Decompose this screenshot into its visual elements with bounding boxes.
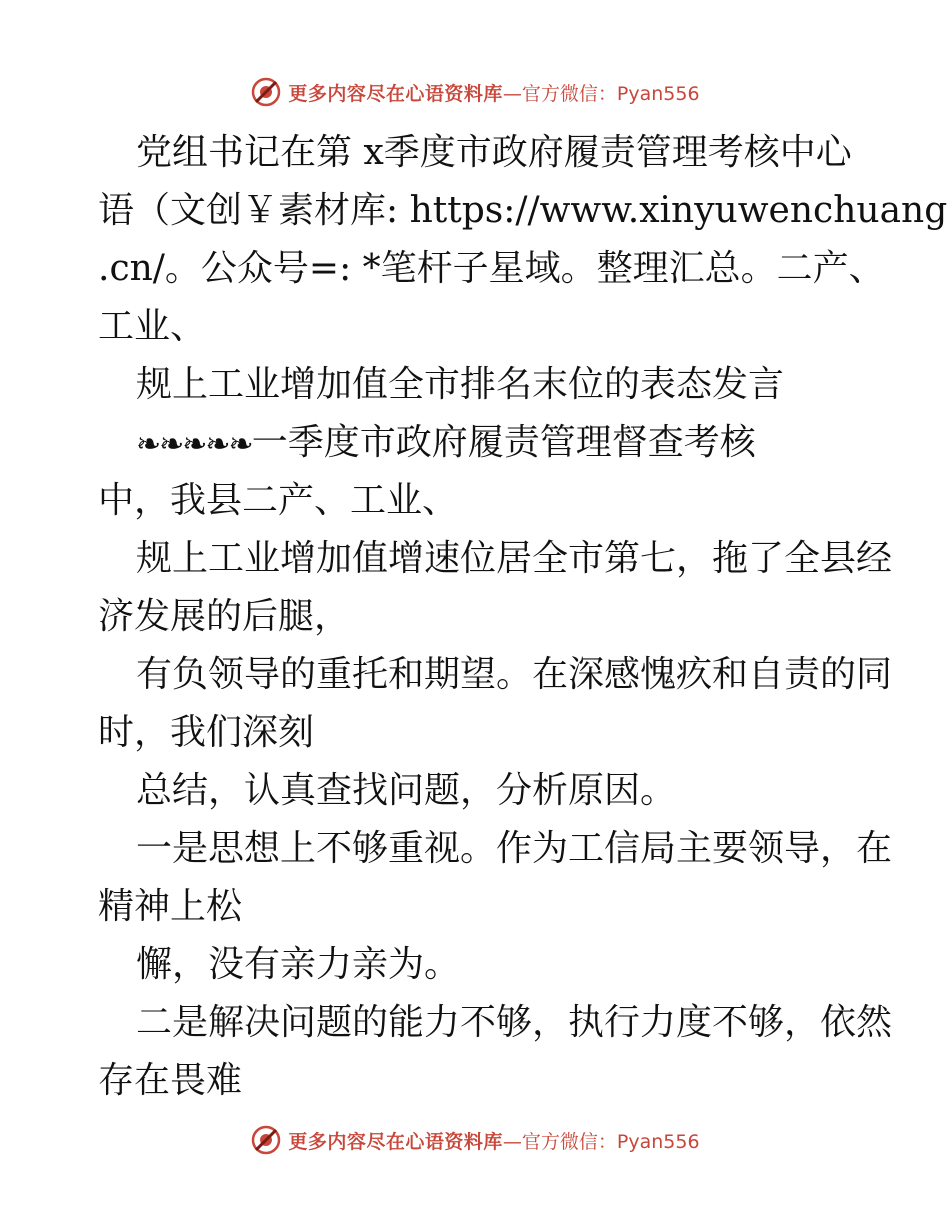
brand-logo-icon [250, 76, 282, 108]
ornament-glyphs: ❧❧❧❧❧ [136, 427, 252, 462]
text-line: 存在畏难 [98, 1060, 243, 1101]
footer-watermark-banner [0, 1120, 950, 1160]
text-line: 济发展的后腿， [98, 596, 351, 637]
header-contact-text: —官方微信：Pyan556 [502, 82, 700, 105]
header-watermark-banner [0, 72, 950, 112]
text-line: 总结，认真查找问题，分析原因。 [136, 770, 677, 811]
text-line: 二是解决问题的能力不够，执行力度不够，依然 [136, 1002, 893, 1043]
text-line: 语（文创￥素材库: https://www.xinyuwenchuang [98, 190, 948, 231]
document-body [98, 124, 948, 1110]
text-line: 一是思想上不够重视。作为工信局主要领导，在 [136, 828, 893, 869]
text-line: 中，我县二产、工业、 [98, 480, 459, 521]
text-line: 工业、 [98, 306, 207, 347]
footer-brand-text: 更多内容尽在心语资料库 [288, 1130, 503, 1153]
text-line: 规上工业增加值增速位居全市第七，拖了全县经 [136, 538, 893, 579]
text-line-content: 一季度市政府履责管理督查考核 [251, 422, 756, 463]
footer-contact-text: —官方微信：Pyan556 [502, 1130, 700, 1153]
text-line [98, 414, 858, 472]
text-line: 规上工业增加值全市排名末位的表态发言 [136, 364, 785, 405]
header-brand-text: 更多内容尽在心语资料库 [288, 82, 503, 105]
text-line: .cn/。公众号=: *笔杆子星域。整理汇总。二产、 [98, 248, 885, 289]
text-line: 党组书记在第 x季度市政府履责管理考核中心 [136, 132, 852, 173]
text-line: 懈，没有亲力亲为。 [136, 944, 461, 985]
brand-logo-icon [250, 1124, 282, 1156]
text-line: 有负领导的重托和期望。在深感愧疚和自责的同 [136, 654, 893, 695]
text-line: 时，我们深刻 [98, 712, 315, 753]
text-line: 精神上松 [98, 886, 243, 927]
